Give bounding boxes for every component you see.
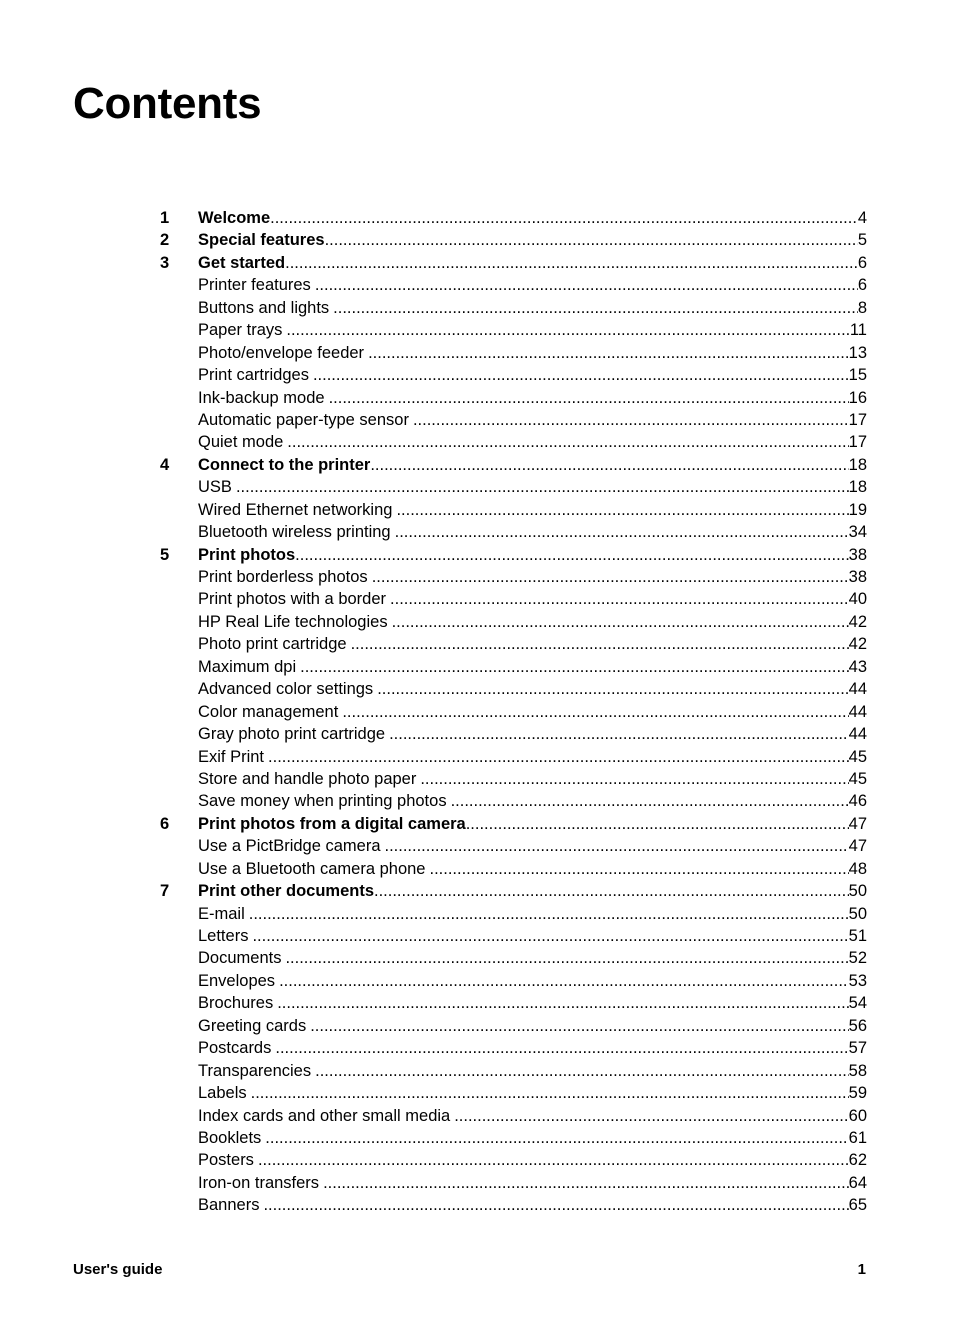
toc-section-title: Print borderless photos xyxy=(198,568,368,586)
toc-row[interactable] xyxy=(160,364,867,386)
toc-entry[interactable] xyxy=(198,611,867,633)
toc-dot-leader xyxy=(287,431,848,453)
toc-dot-leader xyxy=(333,297,858,319)
toc-row[interactable] xyxy=(160,274,867,296)
toc-row[interactable] xyxy=(160,611,867,633)
toc-page-number: 6 xyxy=(857,253,867,272)
toc-page-number: 60 xyxy=(848,1106,867,1125)
toc-chapter-title: Print photos xyxy=(198,545,296,564)
toc-page-number: 48 xyxy=(848,859,867,878)
toc-entry[interactable] xyxy=(198,521,867,543)
toc-page-number: 6 xyxy=(857,276,867,295)
toc-section-title: Maximum dpi xyxy=(198,657,297,676)
toc-entry[interactable] xyxy=(198,880,867,902)
toc-entry[interactable] xyxy=(198,566,867,588)
toc-row[interactable] xyxy=(160,297,867,319)
toc-page-number: 18 xyxy=(848,478,867,497)
toc-dot-leader xyxy=(396,499,848,521)
toc-entry[interactable] xyxy=(198,431,867,453)
toc-section-title: Photo/envelope feeder xyxy=(198,343,365,362)
toc-dot-leader xyxy=(315,1060,849,1082)
footer-guide-title: User's guide xyxy=(73,1261,163,1278)
toc-entry[interactable] xyxy=(198,633,867,655)
toc-row[interactable] xyxy=(160,588,867,610)
toc-section-title: Gray photo print cartridge xyxy=(198,725,386,744)
toc-dot-leader xyxy=(258,1149,849,1171)
toc-dot-leader xyxy=(429,858,848,880)
toc-section-title: Save money when printing photos xyxy=(198,792,447,811)
toc-dot-leader xyxy=(315,274,858,296)
toc-dot-leader xyxy=(313,364,849,386)
toc-section-title: Posters xyxy=(198,1151,254,1170)
toc-entry[interactable] xyxy=(198,274,867,296)
toc-row[interactable] xyxy=(160,678,867,700)
toc-row[interactable] xyxy=(160,701,867,723)
toc-page-number: 58 xyxy=(848,1061,867,1080)
toc-entry[interactable] xyxy=(198,1105,867,1127)
toc-section-title: Quiet mode xyxy=(198,433,284,452)
toc-entry[interactable] xyxy=(198,1060,867,1082)
toc-row[interactable] xyxy=(160,858,867,880)
toc-page-number: 8 xyxy=(857,298,867,317)
toc-page-number: 44 xyxy=(848,725,867,744)
toc-row[interactable] xyxy=(160,342,867,364)
toc-dot-leader xyxy=(377,678,848,700)
toc-row[interactable] xyxy=(160,1172,867,1194)
toc-section-title: Automatic paper-type sensor xyxy=(198,410,409,429)
toc-dot-leader xyxy=(285,252,858,274)
toc-chapter-title: Print other documents xyxy=(198,882,375,901)
toc-entry[interactable] xyxy=(198,319,867,341)
toc-entry[interactable] xyxy=(198,656,867,678)
toc-section-title: Bluetooth wireless printing xyxy=(198,523,391,542)
toc-row[interactable] xyxy=(160,1105,867,1127)
toc-dot-leader xyxy=(286,319,849,341)
toc-page-number: 19 xyxy=(848,500,867,519)
toc-dot-leader xyxy=(370,454,848,476)
toc-row[interactable] xyxy=(160,1082,867,1104)
toc-page-number: 11 xyxy=(849,321,867,340)
toc-section-title: Postcards xyxy=(198,1039,272,1058)
toc-page-number: 45 xyxy=(848,769,867,788)
toc-section-title: Documents xyxy=(198,949,282,968)
toc-row[interactable] xyxy=(160,947,867,969)
toc-section-title: Index cards and other small media xyxy=(198,1106,451,1125)
toc-dot-leader xyxy=(270,207,858,229)
toc-section-title: Photo print cartridge xyxy=(198,635,347,654)
toc-row[interactable] xyxy=(160,521,867,543)
toc-section-title: Ink-backup mode xyxy=(198,388,325,407)
toc-entry[interactable] xyxy=(198,1015,867,1037)
toc-page-number: 34 xyxy=(848,523,867,542)
toc-dot-leader xyxy=(466,813,849,835)
toc-chapter-number: 1 xyxy=(160,209,170,227)
toc-entry[interactable] xyxy=(198,454,867,476)
toc-section-title: Iron-on transfers xyxy=(198,1173,320,1192)
toc-section-title: Wired Ethernet networking xyxy=(198,500,393,519)
toc-dot-leader xyxy=(236,476,849,498)
toc-row[interactable] xyxy=(160,566,867,588)
toc-page-number: 43 xyxy=(848,657,867,676)
toc-entry[interactable] xyxy=(198,297,867,319)
toc-row[interactable] xyxy=(160,207,867,229)
toc-entry[interactable] xyxy=(198,678,867,700)
toc-entry[interactable] xyxy=(198,768,867,790)
toc-page-number: 53 xyxy=(848,971,867,990)
toc-row[interactable] xyxy=(160,992,867,1014)
toc-section-title: Use a Bluetooth camera phone xyxy=(198,859,426,878)
toc-entry[interactable] xyxy=(198,1127,867,1149)
toc-page-number: 50 xyxy=(848,904,867,923)
toc-entry[interactable] xyxy=(198,701,867,723)
toc-dot-leader xyxy=(279,970,849,992)
toc-row[interactable] xyxy=(160,454,867,476)
toc-section-title: Brochures xyxy=(198,994,274,1013)
toc-page-number: 40 xyxy=(848,590,867,609)
toc-page-number: 50 xyxy=(848,882,867,901)
toc-page-number: 64 xyxy=(848,1173,867,1192)
toc-row[interactable] xyxy=(160,229,867,251)
toc-entry[interactable] xyxy=(198,947,867,969)
toc-entry[interactable] xyxy=(198,835,867,857)
toc-row[interactable] xyxy=(160,1194,867,1216)
toc-page-number: 42 xyxy=(848,635,867,654)
toc-page-number: 15 xyxy=(848,366,867,385)
toc-section-title: Exif Print xyxy=(198,747,265,766)
toc-section-title: Color management xyxy=(198,702,339,721)
toc-dot-leader xyxy=(374,880,849,902)
toc-dot-leader xyxy=(310,1015,848,1037)
toc-row[interactable] xyxy=(160,1060,867,1082)
toc-row[interactable] xyxy=(160,723,867,745)
toc-section-title: Booklets xyxy=(198,1128,262,1147)
toc-section-title: Letters xyxy=(198,927,249,945)
toc-dot-leader xyxy=(368,342,849,364)
toc-dot-leader xyxy=(372,566,849,588)
toc-entry[interactable] xyxy=(198,387,867,409)
toc-entry[interactable] xyxy=(198,903,867,925)
toc-row[interactable] xyxy=(160,903,867,925)
toc-row[interactable] xyxy=(160,835,867,857)
toc-page-number: 42 xyxy=(848,612,867,631)
toc-section-title: Advanced color settings xyxy=(198,680,374,699)
toc-row[interactable] xyxy=(160,319,867,341)
toc-section-title: Print photos with a border xyxy=(198,590,387,609)
toc-row[interactable] xyxy=(160,252,867,274)
toc-section-title: Buttons and lights xyxy=(198,298,330,317)
toc-entry[interactable] xyxy=(198,813,867,835)
toc-entry[interactable] xyxy=(198,409,867,431)
toc-dot-leader xyxy=(329,387,849,409)
toc-entry[interactable] xyxy=(198,746,867,768)
toc-page-number: 45 xyxy=(848,747,867,766)
toc-entry[interactable] xyxy=(198,723,867,745)
toc-row[interactable] xyxy=(160,1127,867,1149)
toc-row[interactable] xyxy=(160,1149,867,1171)
toc-page-number: 13 xyxy=(848,343,867,362)
toc-dot-leader xyxy=(268,746,849,768)
toc-entry[interactable] xyxy=(198,790,867,812)
toc-entry[interactable] xyxy=(198,1082,867,1104)
toc-page-number: 17 xyxy=(848,433,867,452)
toc-dot-leader xyxy=(265,1127,848,1149)
toc-row[interactable] xyxy=(160,746,867,768)
toc-row[interactable] xyxy=(160,387,867,409)
toc-entry[interactable] xyxy=(198,1037,867,1059)
toc-section-title: Print cartridges xyxy=(198,366,309,385)
toc-section-title: Banners xyxy=(198,1196,260,1215)
toc-dot-leader xyxy=(285,947,848,969)
toc-dot-leader xyxy=(323,1172,849,1194)
toc-page-number: 38 xyxy=(848,568,867,586)
toc-dot-leader xyxy=(390,588,849,610)
toc-section-title: Store and handle photo paper xyxy=(198,769,417,788)
toc-dot-leader xyxy=(275,1037,848,1059)
toc-row[interactable] xyxy=(160,813,867,835)
toc-page-number: 47 xyxy=(848,814,867,833)
toc-row[interactable] xyxy=(160,409,867,431)
toc-section-title: E-mail xyxy=(198,904,245,923)
toc-entry[interactable] xyxy=(198,207,867,229)
toc-dot-leader xyxy=(351,633,849,655)
toc-section-title: USB xyxy=(198,478,232,497)
toc-page-number: 61 xyxy=(848,1128,867,1147)
toc-page-number: 57 xyxy=(848,1039,867,1058)
toc-row[interactable] xyxy=(160,476,867,498)
toc-dot-leader xyxy=(420,768,848,790)
toc-entry[interactable] xyxy=(198,970,867,992)
toc-entry[interactable] xyxy=(198,858,867,880)
toc-entry[interactable] xyxy=(198,1194,867,1216)
toc-dot-leader xyxy=(451,790,849,812)
toc-entry[interactable] xyxy=(198,925,867,947)
toc-entry[interactable] xyxy=(198,229,867,251)
toc-dot-leader xyxy=(252,925,848,947)
toc-row[interactable] xyxy=(160,499,867,521)
toc-section-title: Printer features xyxy=(198,276,311,295)
toc-page-number: 18 xyxy=(848,455,867,474)
toc-section-title: Labels xyxy=(198,1084,247,1103)
toc-dot-leader xyxy=(277,992,848,1014)
toc-section-title: Envelopes xyxy=(198,971,276,990)
toc-section-title: Transparencies xyxy=(198,1061,312,1080)
toc-dot-leader xyxy=(342,701,848,723)
toc-chapter-title: Connect to the printer xyxy=(198,455,371,474)
toc-page-number: 62 xyxy=(848,1151,867,1170)
toc-dot-leader xyxy=(454,1105,848,1127)
toc-dot-leader xyxy=(395,521,849,543)
toc-page-number: 44 xyxy=(848,680,867,699)
toc-entry[interactable] xyxy=(198,252,867,274)
toc-page-number: 59 xyxy=(848,1084,867,1103)
toc-entry[interactable] xyxy=(198,499,867,521)
toc-page-number: 65 xyxy=(848,1196,867,1215)
toc-row[interactable] xyxy=(160,544,867,566)
table-of-contents xyxy=(160,207,867,1217)
toc-dot-leader xyxy=(263,1194,848,1216)
toc-chapter-number: 7 xyxy=(160,882,170,901)
toc-dot-leader xyxy=(385,835,849,857)
toc-row[interactable] xyxy=(160,431,867,453)
toc-chapter-title: Special features xyxy=(198,231,325,250)
toc-dot-leader xyxy=(295,544,848,566)
toc-chapter-title: Welcome xyxy=(198,209,271,227)
footer-page-number: 1 xyxy=(857,1261,866,1278)
toc-page-number: 5 xyxy=(857,231,867,250)
toc-row[interactable] xyxy=(160,633,867,655)
toc-page-number: 44 xyxy=(848,702,867,721)
toc-entry[interactable] xyxy=(198,1149,867,1171)
toc-chapter-number: 6 xyxy=(160,814,170,833)
toc-chapter-number: 4 xyxy=(160,455,170,474)
toc-page-number: 16 xyxy=(848,388,867,407)
toc-row[interactable] xyxy=(160,790,867,812)
toc-row[interactable] xyxy=(160,768,867,790)
toc-page-number: 4 xyxy=(857,209,867,227)
toc-entry[interactable] xyxy=(198,588,867,610)
toc-dot-leader xyxy=(300,656,849,678)
toc-entry[interactable] xyxy=(198,1172,867,1194)
toc-chapter-number: 3 xyxy=(160,253,170,272)
toc-dot-leader xyxy=(392,611,849,633)
toc-page-number: 52 xyxy=(848,949,867,968)
toc-dot-leader xyxy=(251,1082,849,1104)
toc-section-title: Use a PictBridge camera xyxy=(198,837,381,856)
toc-row[interactable] xyxy=(160,925,867,947)
toc-page-number: 38 xyxy=(848,545,867,564)
toc-entry[interactable] xyxy=(198,342,867,364)
toc-entry[interactable] xyxy=(198,544,867,566)
toc-row[interactable] xyxy=(160,656,867,678)
toc-chapter-title: Get started xyxy=(198,253,286,272)
toc-entry[interactable] xyxy=(198,364,867,386)
toc-dot-leader xyxy=(249,903,849,925)
toc-dot-leader xyxy=(325,229,858,251)
toc-entry[interactable] xyxy=(198,992,867,1014)
toc-chapter-number: 5 xyxy=(160,545,170,564)
toc-entry[interactable] xyxy=(198,476,867,498)
toc-page-number: 17 xyxy=(848,410,867,429)
toc-page-number: 51 xyxy=(848,927,867,945)
toc-section-title: Greeting cards xyxy=(198,1016,307,1035)
toc-chapter-number: 2 xyxy=(160,231,170,250)
toc-row[interactable] xyxy=(160,1015,867,1037)
toc-row[interactable] xyxy=(160,880,867,902)
toc-page-number: 56 xyxy=(848,1016,867,1035)
toc-row[interactable] xyxy=(160,1037,867,1059)
page-title: Contents xyxy=(73,79,262,128)
toc-page-number: 46 xyxy=(848,792,867,811)
toc-section-title: HP Real Life technologies xyxy=(198,612,388,631)
toc-row[interactable] xyxy=(160,970,867,992)
toc-chapter-title: Print photos from a digital camera xyxy=(198,814,466,833)
toc-dot-leader xyxy=(389,723,849,745)
toc-section-title: Paper trays xyxy=(198,321,283,340)
toc-page-number: 47 xyxy=(848,837,867,856)
toc-dot-leader xyxy=(413,409,849,431)
toc-page-number: 54 xyxy=(848,994,867,1013)
